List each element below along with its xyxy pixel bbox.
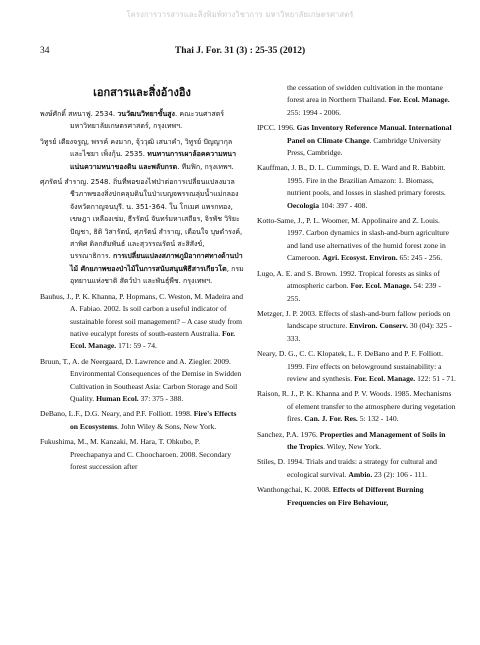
- page-header: [40, 46, 440, 60]
- reference-text: Bruun, T., A. de Neergaard, D. Lawrence and A. Ziegler. 2009. Environmental Consequences of the Demise in Swidden Cultivation in Southeast Asia: Carbon Storage and Soil Quality.: [40, 356, 242, 403]
- reference-text: the cessation of swidden cultivation in the montane forest area in Northern Thailand.: [287, 83, 443, 105]
- reference-entry: [257, 308, 456, 345]
- reference-text: Sanchez, P.A. 1976.: [257, 429, 320, 439]
- reference-entry: [40, 356, 244, 406]
- reference-source: Effects of Different Burning Frequencies on Fire Behaviour,: [287, 485, 424, 507]
- reference-source: Agri. Ecosyst. Environ.: [322, 253, 398, 263]
- section-title: เอกสารและสิ่งอ้างอิง: [93, 86, 191, 99]
- reference-entry: [257, 348, 456, 385]
- reference-source: Human Ecol.: [96, 393, 139, 403]
- watermark: โครงการวารสารและสิ่งพิมพ์ทางวิชาการ มหาวิทยาลัยเกษตรศาสตร์: [126, 10, 354, 19]
- reference-entry: [40, 108, 244, 133]
- page-number: 34: [40, 46, 50, 56]
- reference-entry: [257, 456, 456, 481]
- reference-entry: [257, 388, 456, 425]
- reference-text: DeBano, L.F., D.G. Neary, and P.F. Folliott. 1998.: [40, 409, 194, 419]
- reference-details: 54: 239 - 255.: [287, 281, 441, 303]
- reference-entry: [40, 291, 244, 353]
- reference-details: 30 (04): 325 - 333.: [287, 321, 452, 343]
- reference-details: 23 (2): 106 - 111.: [372, 469, 427, 479]
- reference-entry: [40, 436, 244, 473]
- left-column: [40, 82, 244, 473]
- reference-entry: [40, 408, 244, 433]
- reference-source: Fire's Effects on Ecosystems: [70, 409, 237, 431]
- reference-entry: [257, 215, 456, 265]
- reference-details: 122: 51 - 71.: [415, 373, 456, 383]
- reference-text: Fukushima, M., M. Kanzaki, M. Hara, T. Ohkubo, P. Preechapanya and C. Choocharoen. 2008. Secondary forest succession after: [40, 437, 232, 471]
- reference-entry: [40, 176, 244, 288]
- reference-text: ศุภรัตน์ สำราญ. 2548. ถิ่นที่พอของไฟป่าต่อการเปลี่ยนแปลงมวลชีวภาพของสิ่งปกคลุมดินในป่าเบญจพรรณลุ่มน้ำแม่กลอง จังหวัดกาญจนบุรี. น. 351-364. ใน โกเมศ แพรกทอง, เขษฎา เหลืองเข่ม, ธีรรัตน์ จันทร์มหาเสถียร, จิรพัช วิริยะปัญชา, ธิติ วิสารัตน์, ศุภรัตน์ สำราญ, เตือนใจ บุษดำรงค์, สาพิศ ดิลกสัมพันธ์ และสุวรรณรัตน์ สะสิสังข์, บรรณาธิการ.: [40, 178, 243, 261]
- reference-text: Kotto-Same, J., P. L. Woomer, M. Appolinaire and Z. Louis. 1997. Carbon dynamics in slash-and-burn agriculture and land use alternatives of the humid forest zone in Cameroon.: [257, 216, 449, 263]
- reference-source: ทนทานการเผาล้อคความหนาแน่นความหนาของดิน และพลับกรด: [70, 150, 237, 171]
- reference-source: Gas Inventory Reference Manual. International Panel on Climate Change: [287, 123, 452, 145]
- reference-text: Lugo, A. E. and S. Brown. 1992. Tropical forests as sinks of atmospheric carbon.: [257, 268, 440, 291]
- reference-text: พงษ์ศักดิ์ สหนาฟู. 2534.: [40, 110, 118, 118]
- reference-entry: [257, 82, 456, 119]
- reference-text: Kauffman, J. B., D. L. Cummings, D. E. Ward and R. Babbitt. 1995. Fire in the Brazilian Amazon: 1. Biomass, nutrient pools, and losses in slashed primary forests.: [257, 163, 446, 198]
- reference-text: วิทูรย์ เตียงจรูญ, พรรค์ คงมาก, จุ้ววุฒิ เสนาคำ, วิทูรย์ ปัญญากุล และไชยา เพ็งกุ้น. 2535.: [40, 137, 233, 159]
- reference-text: Wanthongchai, K. 2008.: [257, 485, 333, 495]
- reference-source: For. Ecol. Manage.: [354, 373, 416, 383]
- reference-details: . John Wiley & Sons, New York.: [117, 421, 217, 431]
- reference-entry: [257, 484, 456, 509]
- reference-text: Neary, D. G., C. C. Klopatek, L. F. DeBano and P. F. Folliott. 1999. Fire effects on belowground sustainability: a review and synthesis.: [257, 349, 444, 383]
- reference-source: Oecologia: [287, 200, 320, 210]
- reference-details: 104: 397 - 408.: [319, 200, 368, 210]
- reference-source: Environ. Conserv.: [349, 321, 408, 331]
- reference-details: 171: 59 - 74.: [116, 341, 157, 351]
- reference-details: . Wiley, New York.: [323, 441, 381, 451]
- reference-details: . ทีมฟิก, กรุงเทพฯ.: [177, 162, 234, 171]
- reference-entry: [257, 122, 456, 159]
- reference-text: Metzger, J. P. 2003. Effects of slash-and-burn fallow periods on landscape structure.: [257, 308, 451, 331]
- reference-details: 37: 375 - 388.: [138, 393, 184, 403]
- reference-details: . คณะวนศาสตร์ มหาวิทยาลัยเกษตรศาสตร์, กรุงเทพฯ.: [70, 110, 225, 131]
- reference-text: Raison, R. J., P. K. Khanna and P. V. Woods. 1985. Mechanisms of element transfer to the atmosphere during vegetation fires.: [257, 389, 456, 424]
- right-column: [257, 82, 456, 509]
- reference-text: IPCC. 1996.: [257, 123, 297, 133]
- reference-source: Can. J. For. Res.: [304, 414, 358, 424]
- reference-source: For. Ecol. Manage.: [350, 281, 412, 291]
- reference-details: 5: 132 - 140.: [357, 414, 399, 424]
- reference-details: 255: 1994 - 2006.: [287, 107, 341, 117]
- reference-details: . Cambridge University Press, Cambridge.: [287, 135, 441, 158]
- reference-source: For. Ecol. Manage.: [388, 95, 450, 105]
- reference-source: Properties and Management of Soils in the Tropics: [287, 429, 446, 451]
- journal-citation: Thai J. For. 31 (3) : 25-35 (2012): [174, 46, 306, 56]
- reference-source: Ambio.: [348, 469, 373, 479]
- reference-source: For. Ecol. Manage.: [70, 328, 236, 351]
- reference-text: Bauhus, J., P. K. Khanna, P. Hopmans, C. Weston, M. Madeira and A. Fabiao. 2002. Is soil carbon a useful indicator of sustainable forest soil management? – A case study from native eucalypt forests of south-eastern Australia.: [40, 291, 244, 338]
- reference-details: 65: 245 - 256.: [397, 253, 443, 263]
- left-reference-list: [40, 108, 244, 473]
- reference-details: , กรมอุทยานแห่งชาติ สัตว์ป่า และพันธุ์พืช. กรุงเทพฯ.: [70, 264, 244, 286]
- right-reference-list: [257, 82, 456, 509]
- reference-entry: [257, 429, 456, 454]
- reference-source: การเปลี่ยนแปลงสภาพภูมิอากาศทางด้านป่าไม้ ศักยภาพของป่าไม้ในการสนับสนุนพิธีสารเกียวโต: [70, 252, 243, 273]
- reference-entry: [257, 162, 456, 212]
- reference-source: วนวัฒนวิทยาขั้นสูง: [117, 110, 175, 118]
- reference-text: Stiles, D. 1994. Trials and traids: a strategy for cultural and ecological survival.: [257, 457, 437, 479]
- reference-entry: [40, 136, 244, 173]
- reference-entry: [257, 268, 456, 305]
